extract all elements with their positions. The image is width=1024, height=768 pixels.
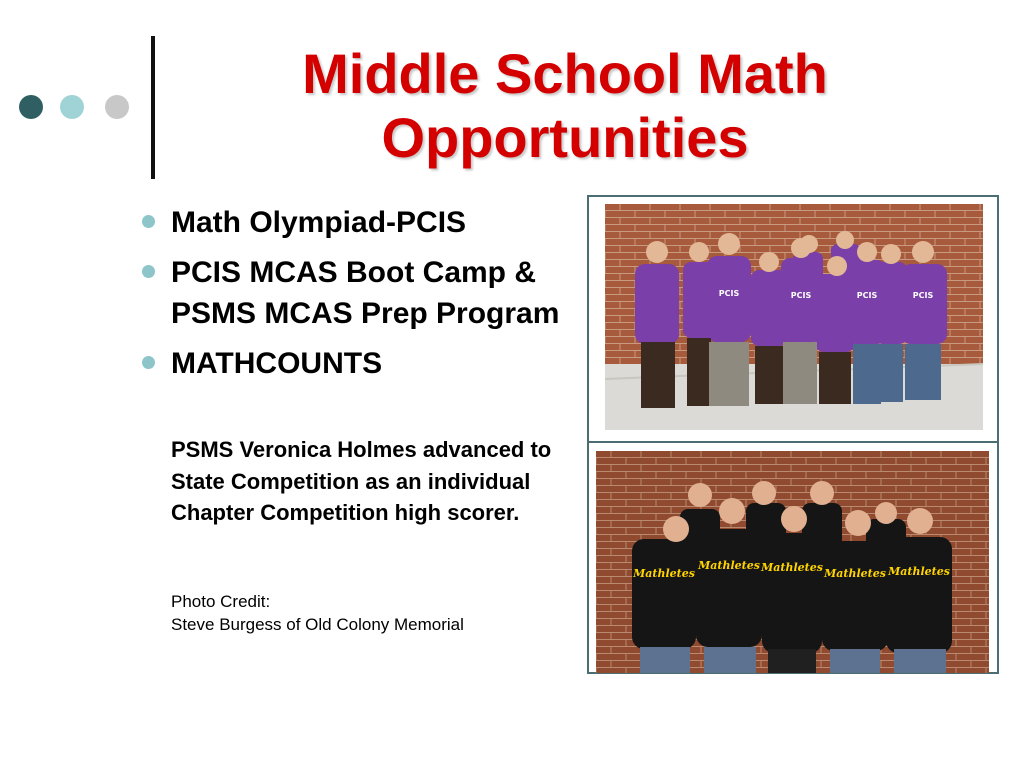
bullet-text: MATHCOUNTS	[171, 347, 383, 380]
shirt-label: Mathletes	[633, 567, 695, 580]
shirt-label: Mathletes	[888, 565, 950, 578]
title-line-2: Opportunities	[381, 106, 749, 169]
decor-dot-dark	[19, 95, 43, 119]
mathcounts-team-photo	[596, 451, 989, 673]
bullet-list	[140, 202, 580, 393]
bullet-dot-icon	[142, 265, 155, 278]
decor-dot-light	[60, 95, 84, 119]
bullet-dot-icon	[142, 215, 155, 228]
shirt-label: PCIS	[718, 289, 740, 298]
bullet-text: Math Olympiad-PCIS	[171, 206, 467, 239]
title-line-1: Middle School Math	[302, 42, 828, 105]
photo-credit-name: Steve Burgess of Old Colony Memorial	[171, 615, 464, 634]
mathcounts-detail: PSMS Veronica Holmes advanced to State Competition as an individual Chapter Competition high scorer.	[171, 437, 552, 525]
shirt-label: Mathletes	[824, 567, 886, 580]
shirt-label: PCIS	[790, 291, 812, 300]
photo-credit-label: Photo Credit:	[171, 592, 271, 611]
bullet-item	[140, 343, 580, 384]
math-olympiad-team-photo	[605, 204, 983, 430]
bullet-text: PCIS MCAS Boot Camp & PSMS MCAS Prep Program	[171, 256, 560, 330]
bullet-item	[140, 252, 580, 334]
bullet-dot-icon	[142, 356, 155, 369]
slide-title	[160, 42, 970, 170]
shirt-label: PCIS	[912, 291, 934, 300]
shirt-label: PCIS	[856, 291, 878, 300]
photo-frame-divider	[589, 441, 997, 443]
title-divider	[151, 36, 155, 179]
shirt-label: Mathletes	[698, 559, 760, 572]
decor-dot-gray	[105, 95, 129, 119]
shirt-label: Mathletes	[761, 561, 823, 574]
photo-credit	[171, 590, 571, 636]
bullet-item	[140, 202, 580, 243]
